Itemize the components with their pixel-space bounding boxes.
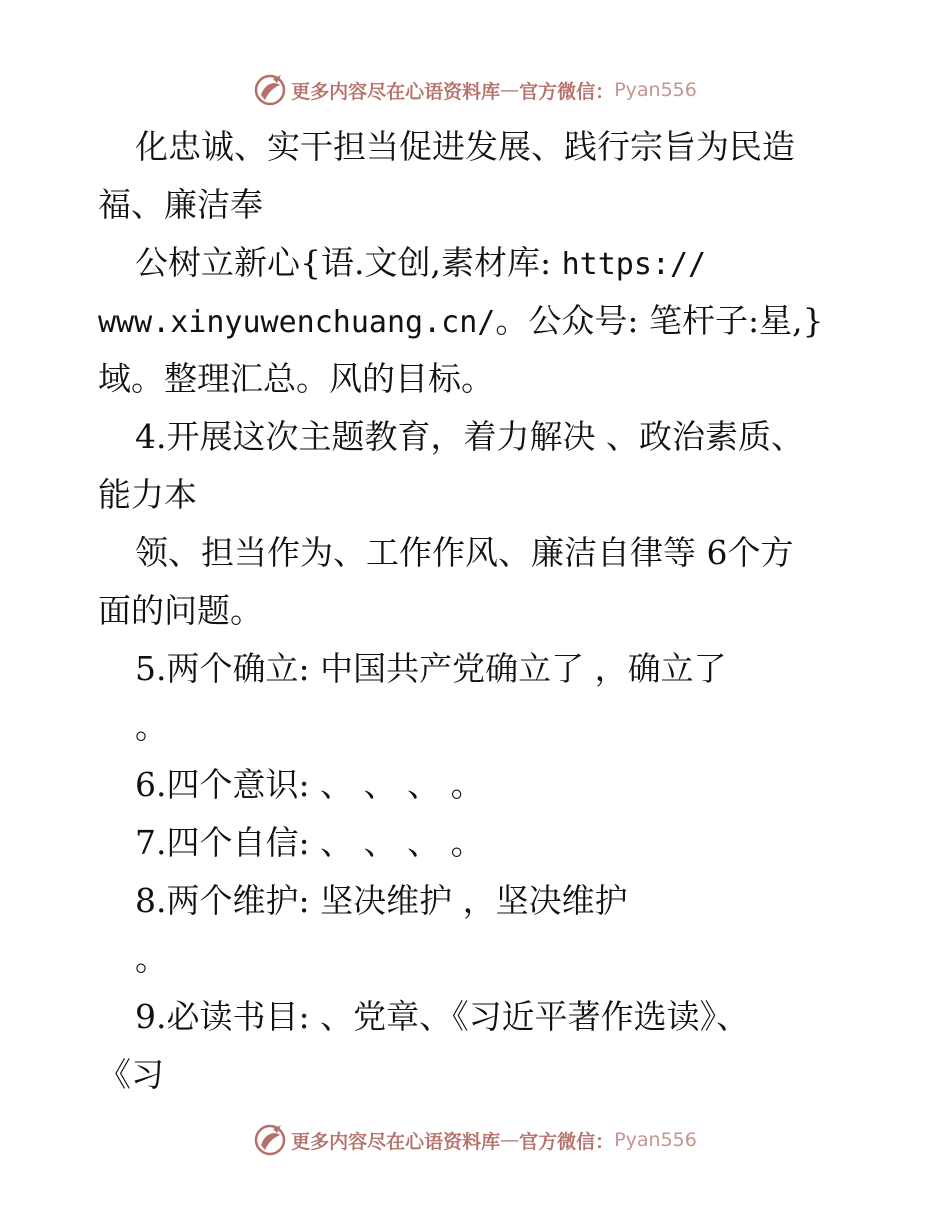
quill-logo-icon (253, 1123, 287, 1157)
banner-separator: — (500, 1129, 520, 1151)
banner-separator: — (500, 79, 520, 101)
text-line: 面的问题。 (98, 591, 263, 630)
text-line: 域。整理汇总。风的目标。 (98, 359, 494, 398)
text-line: 。 (135, 707, 168, 746)
url-segment: https:// (561, 247, 707, 282)
text-line: 。 (135, 939, 168, 978)
text-line: 9.必读书目: 、党章、《习近平著作选读》、 (135, 997, 750, 1036)
banner-text: 更多内容尽在心语资料库 (291, 1130, 501, 1153)
document-body (98, 118, 838, 1104)
footer-banner (0, 1120, 950, 1160)
quill-logo-icon (253, 73, 287, 107)
text-segment: 。公众号: 笔杆子:星,} (495, 301, 824, 340)
text-line: 8.两个维护: 坚决维护 ，坚决维护 (135, 881, 628, 920)
text-line: 4.开展这次主题教育，着力解决 、政治素质、 (135, 417, 804, 456)
banner-contact-label: 官方微信： (519, 1130, 615, 1153)
text-line: 《习 (98, 1055, 164, 1094)
banner-contact-id: Pyan556 (614, 79, 697, 101)
text-line (98, 234, 838, 292)
url-segment: www.xinyuwenchuang.cn/ (98, 305, 496, 340)
text-line: 福、廉洁奉 (98, 185, 263, 224)
text-line: 6.四个意识: 、 、 、 。 (135, 765, 484, 804)
text-segment: 公树立新心{语.文创,素材库: (135, 243, 562, 282)
text-line: 7.四个自信: 、 、 、 。 (135, 823, 484, 862)
banner-contact-label: 官方微信： (519, 80, 615, 103)
banner-contact-id: Pyan556 (614, 1129, 697, 1151)
text-line: 领、担当作为、工作作风、廉洁自律等 6个方 (135, 533, 794, 572)
text-line: 化忠诚、实干担当促进发展、践行宗旨为民造 (135, 127, 795, 166)
text-line: 能力本 (98, 475, 197, 514)
text-line: 5.两个确立: 中国共产党确立了 ，确立了 (135, 649, 727, 688)
header-banner (0, 70, 950, 110)
banner-text: 更多内容尽在心语资料库 (291, 80, 501, 103)
text-line (98, 292, 838, 350)
